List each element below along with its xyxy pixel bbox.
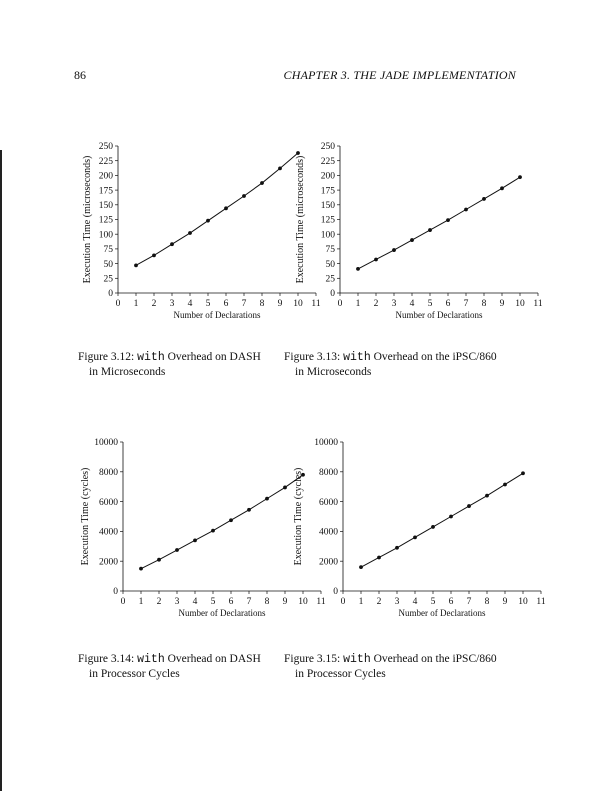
data-point [206,219,210,223]
data-point [518,175,522,179]
y-tick-label: 150 [320,201,335,211]
page-edge-shadow [0,150,2,791]
y-tick-label: 6000 [319,497,338,508]
x-tick-label: 2 [373,299,379,309]
data-point [359,565,363,569]
y-tick-label: 250 [320,142,335,153]
x-tick-label: 8 [259,299,265,309]
data-point [431,525,435,529]
data-point [413,535,417,539]
y-tick-label: 8000 [319,468,338,478]
data-point [193,538,197,542]
x-tick-label: 5 [210,597,216,607]
y-tick-label: 0 [330,289,335,300]
caption-text-line2: in Microseconds [295,366,372,378]
x-tick-label: 4 [192,597,198,607]
x-axis-label: Number of Declarations [178,608,266,618]
series-line [361,473,523,567]
y-tick-label: 225 [98,156,113,167]
figure-3-12-chart [60,138,321,323]
x-tick-label: 8 [484,597,490,607]
figure-3-14-chart [60,432,326,622]
x-tick-label: 11 [311,299,321,309]
x-tick-label: 10 [518,597,528,607]
x-tick-label: 3 [169,299,175,309]
x-tick-label: 9 [277,299,283,309]
x-tick-label: 9 [502,597,508,607]
x-tick-label: 2 [151,299,157,309]
y-tick-label: 0 [333,587,338,598]
x-tick-label: 11 [536,597,546,607]
x-tick-label: 2 [376,597,382,607]
y-tick-label: 10000 [314,438,338,449]
data-point [247,508,251,512]
x-tick-label: 8 [264,597,270,607]
y-tick-label: 200 [98,171,113,182]
caption-text: Overhead on DASH [167,653,261,665]
y-tick-label: 100 [98,230,113,241]
caption-label: Figure 3.15: [284,653,341,665]
x-axis-label: Number of Declarations [173,310,261,320]
data-point [152,253,156,257]
x-tick-label: 4 [412,597,418,607]
data-point [521,471,525,475]
y-tick-label: 100 [320,230,335,241]
caption-text-line2: in Processor Cycles [89,668,180,680]
data-point [482,197,486,201]
y-tick-label: 25 [325,274,335,285]
x-tick-label: 10 [293,299,303,309]
x-tick-label: 1 [358,597,364,607]
x-tick-label: 2 [156,597,162,607]
x-tick-label: 7 [466,597,472,607]
data-point [229,518,233,522]
y-tick-label: 125 [98,215,113,226]
y-tick-label: 175 [98,186,113,197]
x-tick-label: 6 [223,299,229,309]
y-axis-label: Execution Time (microseconds) [82,155,93,284]
data-point [395,546,399,550]
x-tick-label: 4 [409,299,415,309]
x-tick-label: 3 [394,597,400,607]
x-tick-label: 5 [427,299,433,309]
x-tick-label: 0 [115,299,121,309]
page-number: 86 [74,68,86,82]
data-point [428,228,432,232]
x-tick-label: 10 [298,597,308,607]
data-point [175,548,179,552]
x-tick-label: 3 [391,299,397,309]
figure-3-14-caption [78,652,293,681]
y-tick-label: 125 [320,215,335,226]
series-line [141,475,303,569]
data-point [392,248,396,252]
data-point [265,497,269,501]
x-tick-label: 10 [515,299,525,309]
caption-label: Figure 3.13: [284,351,341,363]
y-axis-label: Execution Time (cycles) [293,467,304,566]
data-point [188,231,192,235]
data-point [449,515,453,519]
y-tick-label: 250 [98,142,113,153]
caption-code: with [137,351,165,364]
caption-text: Overhead on the iPSC/860 [373,351,497,363]
data-point [134,263,138,267]
data-point [356,267,360,271]
data-point [464,208,468,212]
y-axis-label: Execution Time (cycles) [80,467,91,566]
figure-3-15-caption [284,652,524,681]
data-point [157,558,161,562]
x-tick-label: 3 [174,597,180,607]
y-tick-label: 6000 [99,497,118,508]
y-tick-label: 175 [320,186,335,197]
data-point [260,181,264,185]
data-point [503,483,507,487]
caption-label: Figure 3.12: [78,351,135,363]
x-tick-label: 0 [340,597,346,607]
data-point [374,258,378,262]
y-tick-label: 0 [113,587,118,598]
x-tick-label: 6 [445,299,451,309]
x-tick-label: 7 [463,299,469,309]
x-axis-label: Number of Declarations [398,608,486,618]
series-line [136,153,298,265]
y-tick-label: 50 [103,259,113,270]
x-tick-label: 6 [448,597,454,607]
x-tick-label: 11 [316,597,326,607]
caption-text-line2: in Microseconds [89,366,166,378]
y-tick-label: 75 [325,245,335,256]
y-tick-label: 50 [325,259,335,270]
x-tick-label: 4 [187,299,193,309]
x-tick-label: 1 [133,299,139,309]
caption-label: Figure 3.14: [78,653,135,665]
x-tick-label: 9 [499,299,505,309]
data-point [139,567,143,571]
x-tick-label: 1 [138,597,144,607]
data-point [446,218,450,222]
caption-code: with [137,653,165,666]
figure-3-13-caption [284,350,524,379]
figure-3-13-chart [285,138,543,323]
y-tick-label: 25 [103,274,113,285]
data-point [170,242,174,246]
x-tick-label: 9 [282,597,288,607]
y-tick-label: 225 [320,156,335,167]
y-tick-label: 200 [320,171,335,182]
y-tick-label: 10000 [94,438,118,449]
x-tick-label: 0 [120,597,126,607]
y-tick-label: 2000 [99,557,118,568]
data-point [485,494,489,498]
x-tick-label: 1 [355,299,361,309]
y-tick-label: 0 [108,289,113,300]
x-tick-label: 11 [533,299,543,309]
series-line [358,177,520,269]
figure-3-15-chart [282,432,546,622]
data-point [377,556,381,560]
caption-code: with [343,653,371,666]
y-tick-label: 4000 [319,527,338,538]
x-tick-label: 0 [337,299,343,309]
x-tick-label: 7 [246,597,252,607]
y-tick-label: 4000 [99,527,118,538]
y-tick-label: 8000 [99,468,118,478]
data-point [211,529,215,533]
data-point [242,194,246,198]
data-point [224,206,228,210]
x-tick-label: 6 [228,597,234,607]
y-axis-label: Execution Time (microseconds) [295,155,306,284]
x-tick-label: 5 [205,299,211,309]
data-point [467,504,471,508]
x-tick-label: 8 [481,299,487,309]
y-tick-label: 2000 [319,557,338,568]
caption-text-line2: in Processor Cycles [295,668,386,680]
y-tick-label: 150 [98,201,113,211]
x-tick-label: 7 [241,299,247,309]
caption-text: Overhead on DASH [167,351,261,363]
x-tick-label: 5 [430,597,436,607]
caption-code: with [343,351,371,364]
running-head: CHAPTER 3. THE JADE IMPLEMENTATION [283,68,516,82]
data-point [410,238,414,242]
figure-3-12-caption [78,350,293,379]
data-point [500,186,504,190]
data-point [278,166,282,170]
y-tick-label: 75 [103,245,113,256]
caption-text: Overhead on the iPSC/860 [373,653,497,665]
x-axis-label: Number of Declarations [395,310,483,320]
